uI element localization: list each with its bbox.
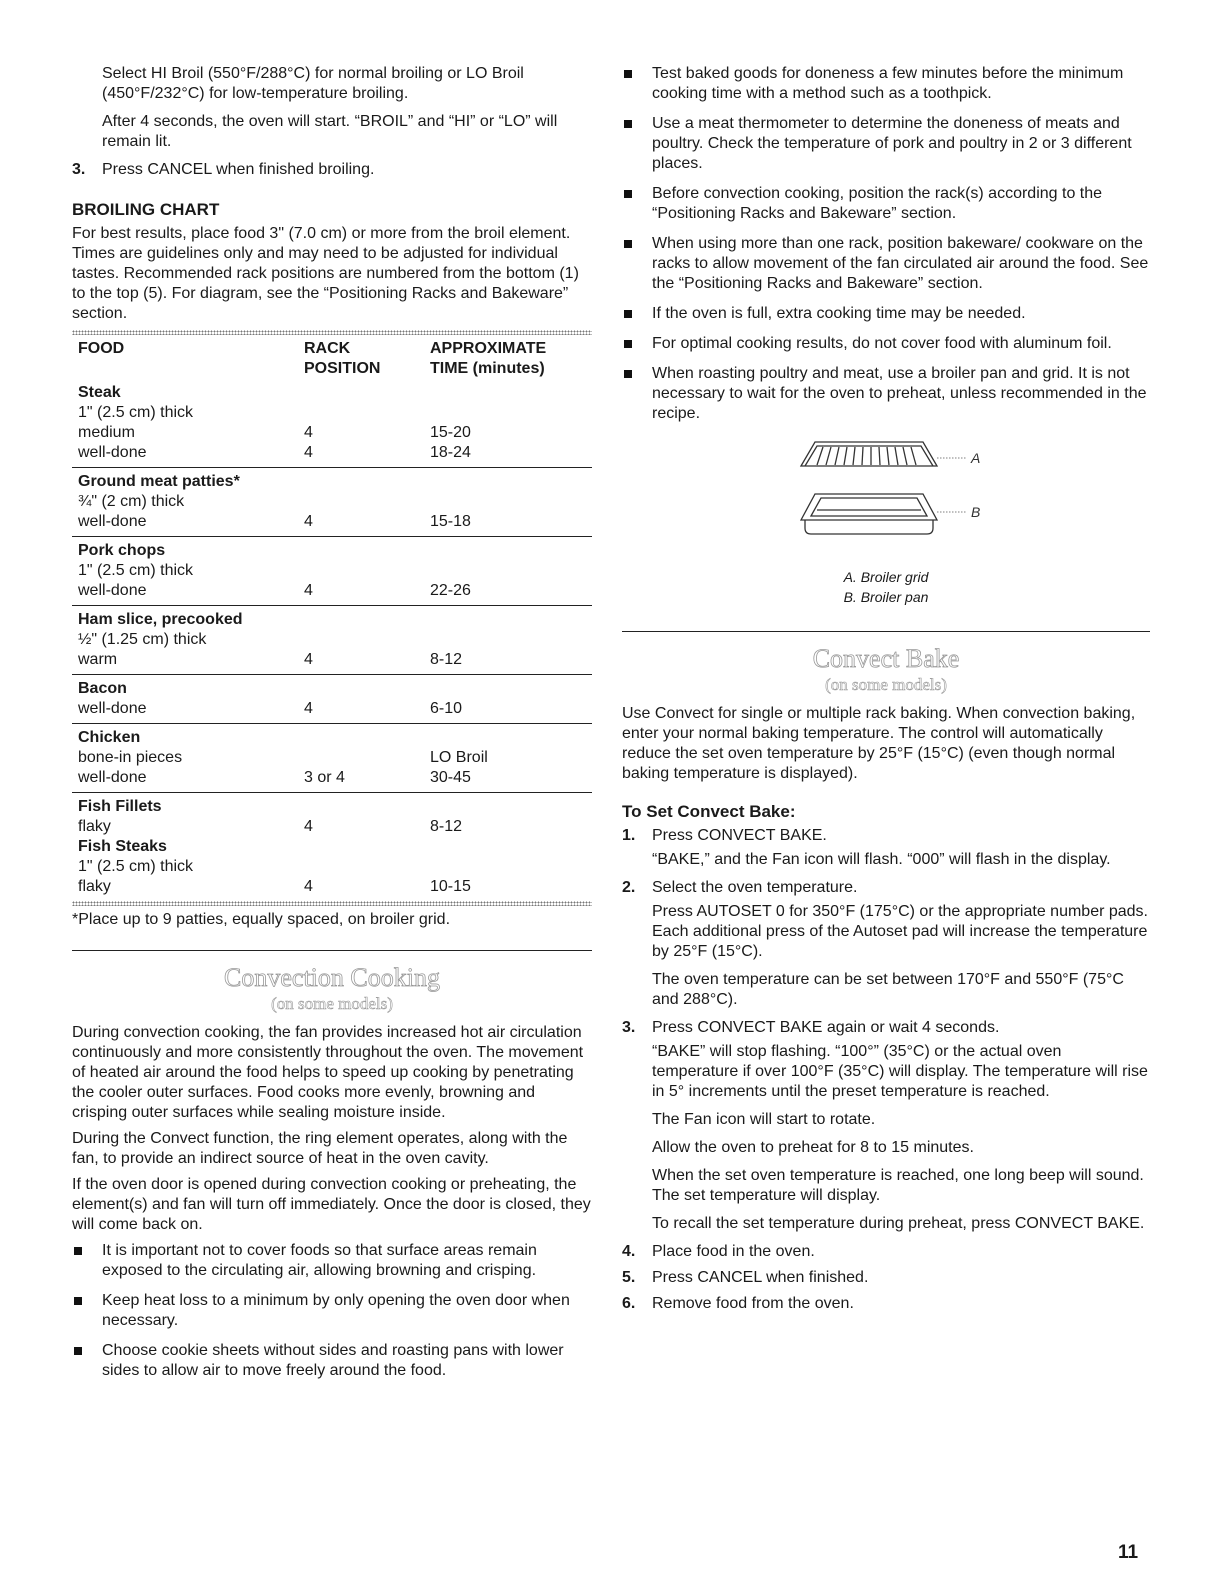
list-item: For optimal cooking results, do not cover food with aluminum foil. (622, 334, 1150, 354)
food-cell: well-done (78, 444, 147, 461)
table-row (72, 793, 592, 818)
food-cell: well-done (78, 582, 147, 599)
broiling-chart-table (72, 339, 592, 901)
food-cell: ½" (1.25 cm) thick (78, 631, 207, 648)
step-number: 4. (622, 1243, 636, 1260)
table-row (72, 768, 592, 793)
time-cell (424, 468, 592, 493)
time-cell: 15-18 (430, 513, 471, 530)
right-column (622, 64, 1150, 1322)
label-a: A (971, 450, 981, 466)
step-detail: To recall the set temperature during preheat, press CONVECT BAKE. (652, 1215, 1145, 1232)
step-number: 3. (622, 1019, 636, 1036)
list-item: If the oven is full, extra cooking time may be needed. (622, 304, 1150, 324)
food-cell: well-done (78, 513, 147, 530)
table-row (72, 817, 592, 837)
convection-cooking-subtitle: (on some models) (271, 994, 393, 1013)
rack-cell (298, 857, 424, 877)
table-row (72, 443, 592, 468)
list-item: Use a meat thermometer to determine the doneness of meats and poultry. Check the temperature of pork and poultry in 2 or 3 different places. (622, 114, 1150, 174)
food-cell: Fish Fillets (72, 793, 298, 818)
rack-cell: 4 (304, 651, 313, 668)
time-cell (424, 537, 592, 562)
convect-step-6 (622, 1294, 1150, 1314)
table-row (72, 877, 592, 901)
table-header-row (72, 339, 592, 379)
table-row (72, 748, 592, 768)
time-cell: 8-12 (430, 651, 463, 668)
food-cell: flaky (78, 818, 111, 835)
rack-cell (298, 403, 424, 423)
food-cell: Chicken (72, 724, 298, 749)
convect-bake-title: Convect Bake (812, 644, 960, 673)
food-cell: Ground meat patties* (72, 468, 298, 493)
table-row (72, 606, 592, 631)
rack-cell (298, 675, 424, 700)
rack-cell (298, 630, 424, 650)
table-row (72, 468, 592, 493)
time-cell (424, 675, 592, 700)
food-cell: Steak (78, 384, 121, 401)
step-text: Press CANCEL when finished broiling. (102, 161, 375, 178)
list-item: Test baked goods for doneness a few minutes before the minimum cooking time with a method such as a toothpick. (622, 64, 1150, 104)
broiling-chart-heading: BROILING CHART (72, 200, 220, 219)
step-detail: Allow the oven to preheat for 8 to 15 minutes. (652, 1139, 974, 1156)
broil-select-text: Select HI Broil (550°F/288°C) for normal broiling or LO Broil (450°F/232°C) for low-temperature broiling. (102, 65, 524, 102)
rack-cell (298, 492, 424, 512)
convection-paragraph: During convection cooking, the fan provides increased hot air circulation continuously and more consistently throughout the oven. The movement of heated air around the food helps to speed up cooking by penetrating the cooler outer surfaces. Food cooks more evenly, browning and crisping outer surfaces while sealing moisture inside. (72, 1024, 584, 1121)
list-item: When roasting poultry and meat, use a broiler pan and grid. It is not necessary to wait for the oven to preheat, unless recommended in the recipe. (622, 364, 1150, 424)
header-food: FOOD (78, 340, 125, 357)
table-row (72, 630, 592, 650)
time-cell (424, 630, 592, 650)
rack-cell: 4 (304, 424, 313, 441)
time-cell: 8-12 (430, 818, 463, 835)
table-row (72, 675, 592, 700)
food-cell: warm (78, 651, 118, 668)
table-top-rule (72, 330, 592, 335)
table-row (72, 581, 592, 606)
header-rack-position: RACK POSITION (304, 340, 381, 377)
table-row (72, 650, 592, 675)
convection-tips-list-continued (622, 64, 1150, 424)
food-cell: Fish Steaks (78, 838, 167, 855)
convect-bake-subtitle: (on some models) (825, 675, 947, 694)
step-text: Place food in the oven. (652, 1243, 815, 1260)
list-item: Keep heat loss to a minimum by only opening the oven door when necessary. (72, 1291, 592, 1331)
time-cell (424, 561, 592, 581)
rack-cell (298, 468, 424, 493)
step-detail: The Fan icon will start to rotate. (652, 1111, 876, 1128)
step-number: 2. (622, 879, 636, 896)
left-column (72, 64, 592, 1391)
convect-step-2 (622, 878, 1150, 898)
rack-cell (298, 606, 424, 631)
time-cell: 30-45 (430, 769, 471, 786)
rack-cell: 4 (304, 444, 313, 461)
step-detail: “BAKE” will stop flashing. “100°” (35°C) or the actual oven temperature if over 100°F (35°C) will display. The temperature will rise in 5° increments until the preset temperature is reached. (652, 1043, 1148, 1100)
time-cell: 18-24 (430, 444, 471, 461)
section-divider (72, 950, 592, 951)
convect-step-5 (622, 1268, 1150, 1288)
rack-cell: 4 (304, 582, 313, 599)
step-number: 6. (622, 1295, 636, 1312)
step-detail: When the set oven temperature is reached, one long beep will sound. The set temperature will display. (652, 1167, 1144, 1204)
convect-step-3 (622, 1018, 1150, 1038)
to-set-convect-bake-heading: To Set Convect Bake: (622, 802, 796, 821)
convection-tips-list (72, 1241, 592, 1381)
food-cell: Pork chops (72, 537, 298, 562)
rack-cell (298, 793, 424, 818)
list-item: Before convection cooking, position the rack(s) according to the “Positioning Racks and Bakeware” section. (622, 184, 1150, 224)
table-footnote: *Place up to 9 patties, equally spaced, on broiler grid. (72, 911, 451, 928)
broiler-illustration (771, 436, 1001, 554)
convection-cooking-title: Convection Cooking (224, 963, 440, 992)
time-cell: 15-20 (430, 424, 471, 441)
time-cell (424, 403, 592, 423)
table-bottom-rule (72, 901, 592, 906)
rack-cell (298, 837, 424, 857)
table-row (72, 857, 592, 877)
food-cell: well-done (78, 700, 147, 717)
broil-start-text: After 4 seconds, the oven will start. “BROIL” and “HI” or “LO” will remain lit. (102, 113, 558, 150)
convect-bake-intro: Use Convect for single or multiple rack baking. When convection baking, enter your normal baking temperature. The control will automatically reduce the set oven temperature by 25°F (15°C) (even though normal baking temperature is displayed). (622, 705, 1136, 782)
food-cell: flaky (78, 878, 111, 895)
rack-cell (298, 748, 424, 768)
list-item: When using more than one rack, position bakeware/ cookware on the racks to allow movement of the fan circulated air around the food. See the “Positioning Racks and Bakeware” section. (622, 234, 1150, 294)
time-cell: 22-26 (430, 582, 471, 599)
time-cell (424, 379, 592, 403)
food-cell: medium (78, 424, 135, 441)
step-number: 1. (622, 827, 636, 844)
time-cell (424, 492, 592, 512)
convection-paragraph: If the oven door is opened during convection cooking or preheating, the element(s) and fan will turn off immediately. Once the door is closed, they will come back on. (72, 1176, 591, 1233)
step-text: Press CONVECT BAKE. (652, 827, 827, 844)
step-text: Select the oven temperature. (652, 879, 858, 896)
step-text: Remove food from the oven. (652, 1295, 854, 1312)
convect-step-4 (622, 1242, 1150, 1262)
rack-cell (298, 537, 424, 562)
table-row (72, 561, 592, 581)
table-row (72, 724, 592, 749)
page-number: 11 (1118, 1542, 1139, 1563)
table-row (72, 423, 592, 443)
broiler-figure (622, 436, 1150, 559)
table-row (72, 403, 592, 423)
step-detail: Press AUTOSET 0 for 350°F (175°C) or the appropriate number pads. Each additional press of the Autoset pad will increase the temperature by 25°F (15°C). (652, 903, 1148, 960)
time-cell (424, 724, 592, 749)
header-approx-time: APPROXIMATE TIME (minutes) (430, 340, 547, 377)
step-number: 3. (72, 161, 86, 178)
section-divider (622, 631, 1150, 632)
food-cell: well-done (78, 769, 147, 786)
step-text: Press CANCEL when finished. (652, 1269, 869, 1286)
label-b: B (971, 504, 981, 520)
food-cell: bone-in pieces (78, 749, 183, 766)
rack-cell (298, 724, 424, 749)
rack-cell: 4 (304, 513, 313, 530)
list-item: Choose cookie sheets without sides and roasting pans with lower sides to allow air to move freely around the food. (72, 1341, 592, 1381)
list-item: It is important not to cover foods so that surface areas remain exposed to the circulating air, allowing browning and crisping. (72, 1241, 592, 1281)
table-row (72, 837, 592, 857)
table-row (72, 699, 592, 724)
step-text: Press CONVECT BAKE again or wait 4 seconds. (652, 1019, 1000, 1036)
food-cell: 1" (2.5 cm) thick (78, 404, 194, 421)
table-body (72, 379, 592, 901)
broiler-pan-icon (801, 494, 937, 534)
table-row (72, 492, 592, 512)
broil-step-3 (72, 160, 592, 180)
caption-broiler-grid: A. Broiler grid (843, 569, 929, 585)
rack-cell: 4 (304, 700, 313, 717)
rack-cell (298, 379, 424, 403)
food-cell: 1" (2.5 cm) thick (78, 562, 194, 579)
rack-cell (298, 561, 424, 581)
rack-cell: 4 (304, 818, 313, 835)
table-row (72, 379, 592, 403)
table-row (72, 512, 592, 537)
time-cell (424, 857, 592, 877)
step-number: 5. (622, 1269, 636, 1286)
rack-cell: 4 (304, 878, 313, 895)
broiling-chart-intro: For best results, place food 3" (7.0 cm) or more from the broil element. Times are guidelines only and may need to be adjusted for individual tastes. Recommended rack positions are numbered from the bottom (1) to the top (5). For diagram, see the “Positioning Racks and Bakeware” section. (72, 225, 579, 322)
broiler-grid-icon (801, 442, 937, 466)
food-cell: 1" (2.5 cm) thick (78, 858, 194, 875)
step-detail: “BAKE,” and the Fan icon will flash. “000” will flash in the display. (652, 851, 1111, 868)
caption-broiler-pan: B. Broiler pan (843, 589, 929, 605)
convection-paragraph: During the Convect function, the ring element operates, along with the fan, to provide an indirect source of heat in the oven cavity. (72, 1130, 568, 1167)
time-cell: LO Broil (430, 749, 488, 766)
step-detail: The oven temperature can be set between 170°F and 550°F (75°C and 288°C). (652, 971, 1124, 1008)
time-cell: 10-15 (430, 878, 471, 895)
time-cell: 6-10 (430, 700, 463, 717)
time-cell (424, 606, 592, 631)
food-cell: Bacon (72, 675, 298, 700)
food-cell: Ham slice, precooked (72, 606, 298, 631)
time-cell (424, 793, 592, 818)
time-cell (424, 837, 592, 857)
convect-step-1 (622, 826, 1150, 846)
table-row (72, 537, 592, 562)
rack-cell: 3 or 4 (304, 769, 345, 786)
food-cell: ¾" (2 cm) thick (78, 493, 185, 510)
